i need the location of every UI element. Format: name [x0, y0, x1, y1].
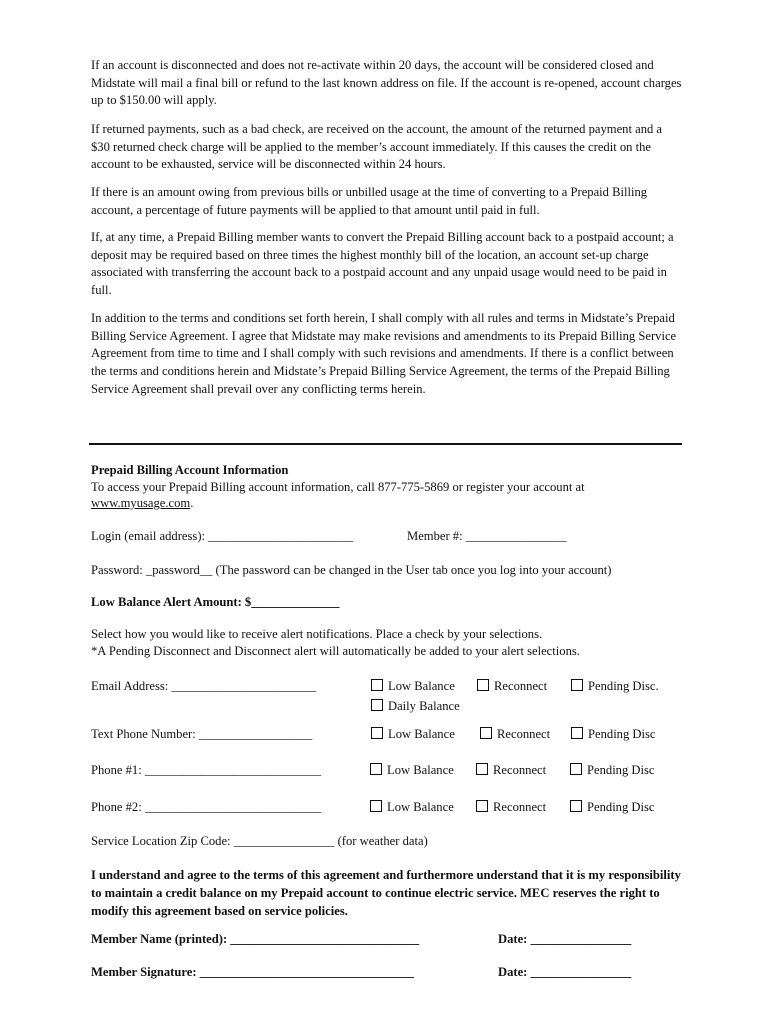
phone1-low-balance-option[interactable]	[370, 762, 454, 778]
phone2-reconnect-option[interactable]	[476, 799, 546, 815]
email-low-balance-option[interactable]	[371, 678, 455, 694]
terms-paragraph-service-agreement: In addition to the terms and conditions set forth herein, I shall comply with all rules and terms in Midstate’s Prepaid Billing Service Agreement. I agree that Midstate may make revisions and amendments to its Prepaid Billing Service Agreement from time to time and I shall comply with such revisions and amendments. If there is a conflict between the terms and conditions herein and Midstate’s Prepaid Billing Service Agreement, the terms of the Prepaid Billing Service Agreement shall prevail over any conflicting terms herein.	[91, 311, 677, 396]
email-pending-disc-option[interactable]	[571, 678, 659, 694]
text-phone-field[interactable]: Text Phone Number: __________________	[91, 727, 313, 741]
checkbox-icon[interactable]	[571, 727, 583, 739]
checkbox-icon[interactable]	[370, 800, 382, 812]
zip-code-field[interactable]: Service Location Zip Code: ________________ (for weather data)	[91, 834, 428, 848]
terms-paragraph-disconnect: If an account is disconnected and does not re-activate within 20 days, the account will be considered closed and Midstate will mail a final bill or refund to the last known address on file. If the account is re-opened, account charges up to $150.00 will apply.	[91, 58, 682, 108]
checkbox-icon[interactable]	[371, 699, 383, 711]
email-daily-balance-option[interactable]	[371, 698, 460, 714]
low-balance-alert-field[interactable]: ______________	[251, 595, 340, 609]
low-balance-alert-amount	[91, 594, 339, 610]
option-label: Low Balance	[387, 800, 454, 814]
password-value[interactable]: _password__	[145, 563, 213, 577]
website-line	[91, 495, 193, 511]
agreement-statement: I understand and agree to the terms of this agreement and furthermore understand that it is my responsibility to maintain a credit balance on my Prepaid account to continue electric service. MEC reserves the right to modify this agreement based on service policies.	[91, 868, 681, 918]
low-balance-alert-label: Low Balance Alert Amount: $	[91, 595, 252, 609]
option-label: Pending Disc.	[588, 679, 659, 693]
option-label: Daily Balance	[388, 699, 460, 713]
checkbox-icon[interactable]	[570, 800, 582, 812]
phone-1-field[interactable]: Phone #1: ____________________________	[91, 763, 322, 777]
checkbox-icon[interactable]	[371, 727, 383, 739]
alert-auto-note: *A Pending Disconnect and Disconnect alert will automatically be added to your alert selections.	[91, 644, 580, 658]
checkbox-icon[interactable]	[477, 679, 489, 691]
checkbox-icon[interactable]	[570, 763, 582, 775]
checkbox-icon[interactable]	[370, 763, 382, 775]
login-field[interactable]: Login (email address): _______________________	[91, 529, 353, 543]
checkbox-icon[interactable]	[571, 679, 583, 691]
website-link[interactable]: www.myusage.com	[91, 496, 191, 510]
email-reconnect-option[interactable]	[477, 678, 547, 694]
option-label: Low Balance	[387, 763, 454, 777]
alert-instructions: Select how you would like to receive alert notifications. Place a check by your selections.	[91, 627, 543, 641]
date-field-1[interactable]: Date: ________________	[498, 932, 632, 946]
checkbox-icon[interactable]	[480, 727, 492, 739]
phone-2-field[interactable]: Phone #2: ____________________________	[91, 800, 322, 814]
text-pending-disc-option[interactable]	[571, 726, 656, 742]
option-label: Reconnect	[493, 800, 547, 814]
option-label: Low Balance	[388, 679, 455, 693]
section-divider	[89, 443, 682, 445]
option-label: Reconnect	[493, 763, 547, 777]
password-note: (The password can be changed in the User tab once you log into your account)	[212, 563, 612, 577]
text-reconnect-option[interactable]	[480, 726, 550, 742]
option-label: Low Balance	[388, 727, 455, 741]
text-low-balance-option[interactable]	[371, 726, 455, 742]
member-name-field[interactable]: Member Name (printed): ______________________________	[91, 932, 420, 946]
option-label: Pending Disc	[587, 763, 655, 777]
phone2-low-balance-option[interactable]	[370, 799, 454, 815]
terms-paragraph-convert-postpaid: If, at any time, a Prepaid Billing member wants to convert the Prepaid Billing account back to a postpaid account; a deposit may be required based on three times the highest monthly bill of the location, an account set-up charge associated with transferring the account back to a postpaid account and any unpaid usage would need to be paid in full.	[91, 230, 674, 298]
checkbox-icon[interactable]	[476, 800, 488, 812]
password-label: Password:	[91, 563, 146, 577]
checkbox-icon[interactable]	[476, 763, 488, 775]
option-label: Reconnect	[494, 679, 548, 693]
account-info-heading: Prepaid Billing Account Information	[91, 463, 289, 477]
account-access-text: To access your Prepaid Billing account information, call 877-775-5869 or register your account at	[91, 480, 585, 494]
date-field-2[interactable]: Date: ________________	[498, 965, 632, 979]
email-address-field[interactable]: Email Address: _______________________	[91, 679, 317, 693]
checkbox-icon[interactable]	[371, 679, 383, 691]
phone2-pending-disc-option[interactable]	[570, 799, 655, 815]
phone1-pending-disc-option[interactable]	[570, 762, 655, 778]
phone1-reconnect-option[interactable]	[476, 762, 546, 778]
member-signature-field[interactable]: Member Signature: __________________________________	[91, 965, 414, 979]
member-number-field[interactable]: Member #: ________________	[407, 529, 567, 543]
option-label: Pending Disc	[587, 800, 655, 814]
option-label: Reconnect	[497, 727, 551, 741]
terms-paragraph-returned-payments: If returned payments, such as a bad check, are received on the account, the amount of the returned payment and a $30 returned check charge will be applied to the member’s account immediately. If this causes the credit on the account to be exhausted, service will be disconnected within 24 hours.	[91, 122, 663, 172]
option-label: Pending Disc	[588, 727, 656, 741]
terms-paragraph-amount-owing: If there is an amount owing from previous bills or unbilled usage at the time of converting to a Prepaid Billing account, a percentage of future payments will be applied to that amount until paid in full.	[91, 185, 648, 217]
password-line	[91, 562, 611, 578]
website-suffix: .	[190, 496, 194, 510]
